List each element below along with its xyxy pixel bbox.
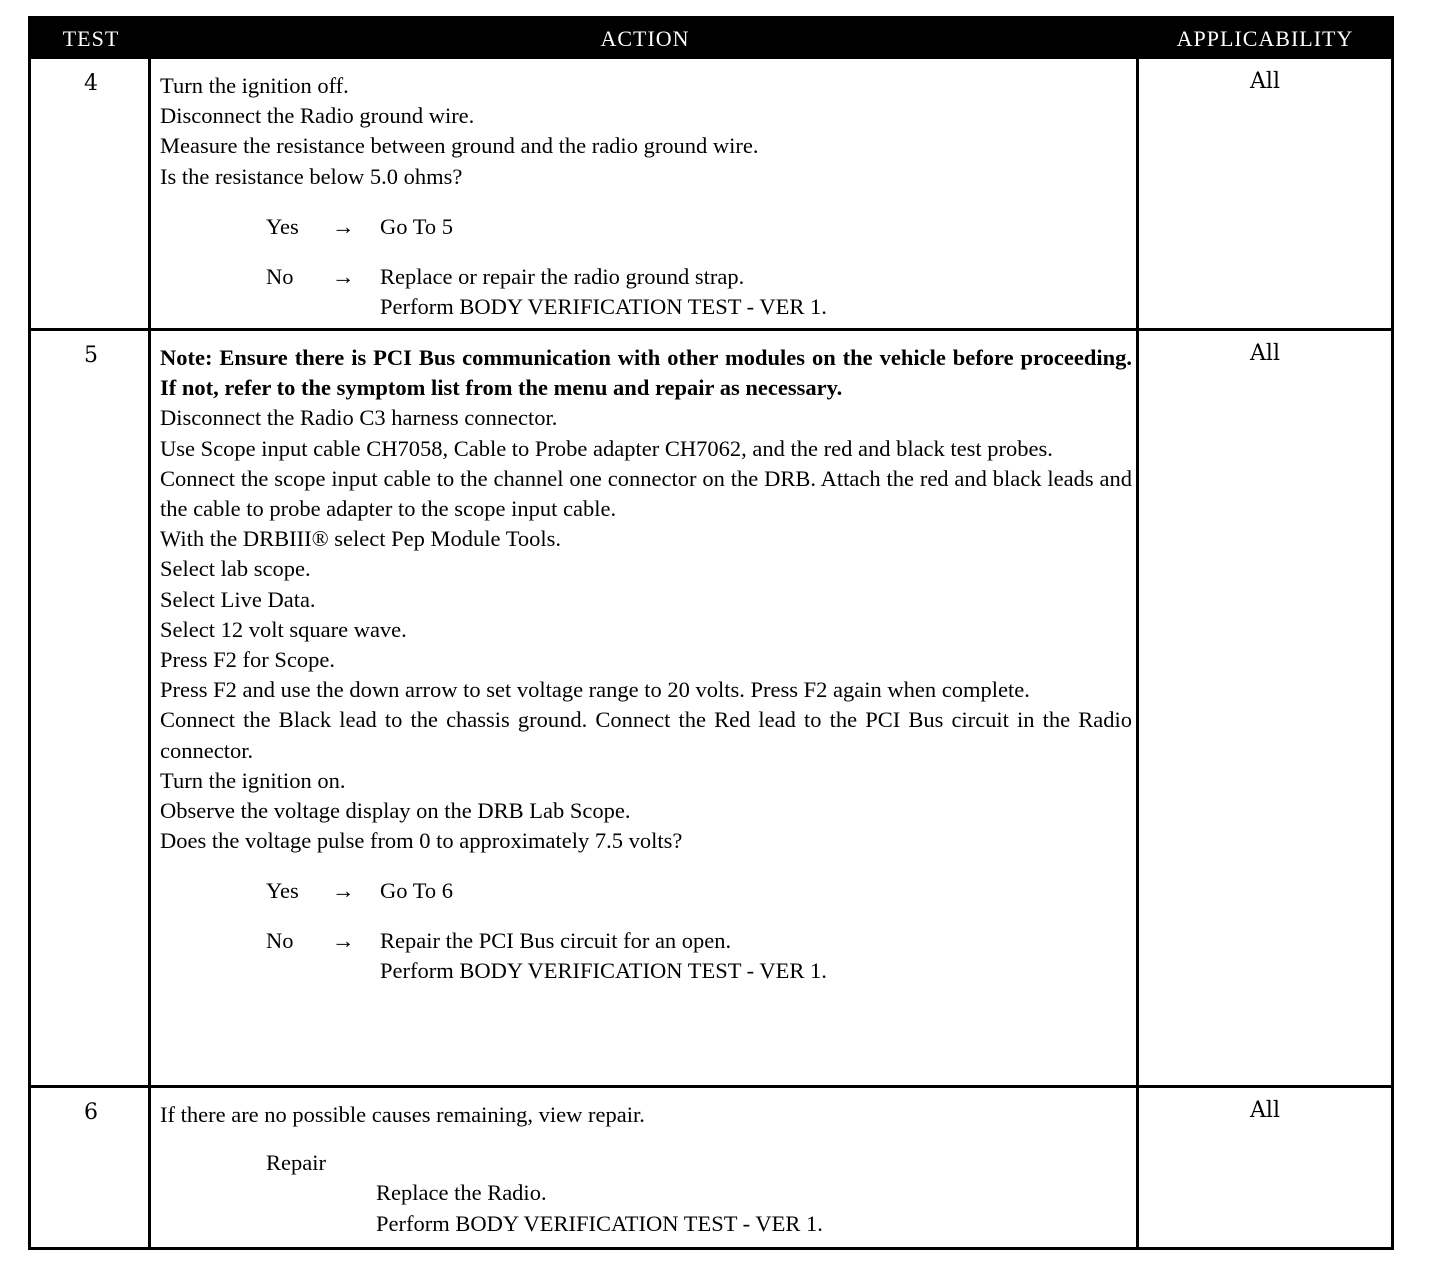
no-text-2: Perform BODY VERIFICATION TEST - VER 1. — [380, 293, 827, 319]
action-line: Measure the resistance between ground and the radio ground wire. — [160, 133, 759, 159]
action-line: Select 12 volt square wave. — [160, 616, 407, 642]
action-line: Turn the ignition on. — [160, 767, 346, 793]
repair-line: Perform BODY VERIFICATION TEST - VER 1. — [376, 1210, 823, 1236]
no-text: Replace or repair the radio ground strap. — [380, 263, 745, 289]
action-line: Disconnect the Radio C3 harness connector. — [160, 405, 558, 431]
yes-answer — [160, 212, 1132, 242]
action-line: Disconnect the Radio ground wire. — [160, 103, 475, 129]
action-line: Press F2 and use the down arrow to set voltage range to 20 volts. Press F2 again when complete. — [160, 677, 1030, 703]
header-applicability: APPLICABILITY — [1176, 26, 1354, 51]
yes-text: Go To 6 — [380, 878, 454, 904]
action-cell — [160, 1100, 1132, 1239]
yes-label: Yes — [266, 878, 299, 904]
action-line: Does the voltage pulse from 0 to approximately 7.5 volts? — [160, 828, 683, 854]
action-line: Connect the Black lead to the chassis ground. Connect the Red lead to the PCI Bus circuit in the Radio connector. — [160, 707, 1132, 763]
table-header — [31, 19, 1391, 59]
repair-line: Replace the Radio. — [376, 1180, 547, 1206]
action-line: Is the resistance below 5.0 ohms? — [160, 163, 463, 189]
action-line: Turn the ignition off. — [160, 73, 349, 98]
action-line: Select lab scope. — [160, 556, 311, 582]
applicability: All — [1250, 341, 1280, 366]
no-answer — [160, 262, 1132, 322]
no-answer — [160, 926, 1132, 986]
table-row — [31, 59, 1391, 328]
test-number: 5 — [84, 343, 98, 368]
yes-label: Yes — [266, 213, 299, 239]
applicability: All — [1250, 1098, 1280, 1123]
action-line: With the DRBIII® select Pep Module Tools. — [160, 526, 562, 552]
yes-text: Go To 5 — [380, 213, 454, 239]
action-line: Connect the scope input cable to the channel one connector on the DRB. Attach the red and black leads and the cable to probe adapter to the scope input cable. — [160, 465, 1132, 522]
applicability: All — [1250, 69, 1280, 94]
arrow-icon: → — [332, 213, 355, 239]
action-cell — [160, 343, 1132, 986]
no-text: Repair the PCI Bus circuit for an open. — [380, 928, 732, 954]
arrow-icon: → — [332, 878, 355, 904]
test-number: 6 — [84, 1100, 98, 1125]
table-row — [31, 1088, 1391, 1247]
no-text-2: Perform BODY VERIFICATION TEST - VER 1. — [380, 958, 827, 984]
header-action: ACTION — [600, 26, 690, 51]
no-label: No — [266, 928, 294, 954]
repair-label: Repair — [266, 1150, 326, 1176]
arrow-icon: → — [332, 928, 355, 954]
action-line: Select Live Data. — [160, 586, 316, 612]
action-line: Observe the voltage display on the DRB Lab Scope. — [160, 798, 631, 824]
note-text: Note: Ensure there is PCI Bus communication with other modules on the vehicle before proceeding. If not, refer to the symptom list from the menu and repair as necessary. — [160, 345, 1132, 401]
test-number: 4 — [84, 71, 98, 96]
action-cell — [160, 71, 1132, 322]
action-line: If there are no possible causes remaining, view repair. — [160, 1102, 645, 1127]
arrow-icon: → — [332, 263, 355, 289]
action-line: Press F2 for Scope. — [160, 647, 335, 673]
no-label: No — [266, 263, 294, 289]
header-test: TEST — [62, 26, 120, 51]
repair-block — [160, 1148, 1132, 1239]
diagnostic-table — [28, 16, 1394, 1250]
table-row — [31, 331, 1391, 1085]
yes-answer — [160, 876, 1132, 906]
action-line: Use Scope input cable CH7058, Cable to Probe adapter CH7062, and the red and black test probes. — [160, 435, 1053, 461]
